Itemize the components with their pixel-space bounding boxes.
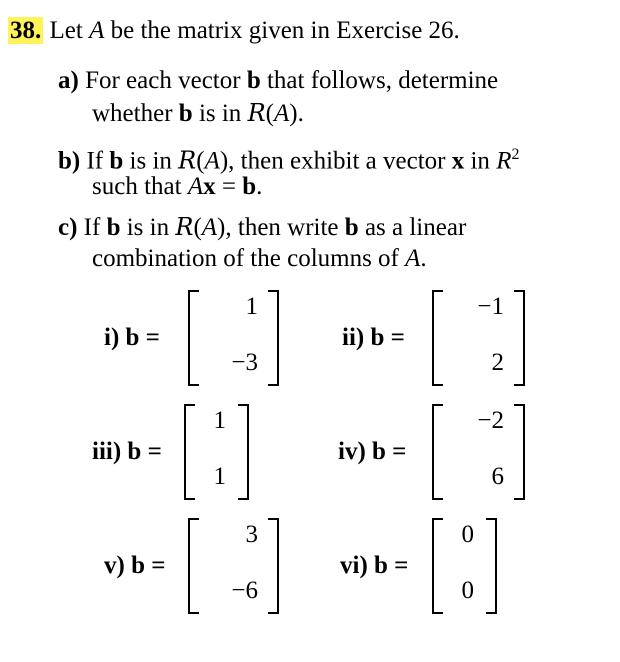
exercise-intro: 38. Let A be the matrix given in Exercise 26. — [10, 17, 460, 44]
left-bracket — [432, 518, 443, 614]
part-b: b) If b is in R(A), then exhibit a vector x in $R^2$ — [58, 146, 520, 175]
vector-i-label: i) b = — [104, 324, 160, 351]
vector-vi-label: vi) b = — [340, 552, 409, 579]
left-bracket — [188, 290, 199, 386]
right-bracket — [238, 404, 249, 500]
vector-ii-label: ii) b = — [342, 324, 405, 351]
part-b-line2: such that Ax = b. — [92, 173, 263, 200]
left-bracket — [432, 290, 443, 386]
vector-ii-top: −1 — [477, 293, 504, 320]
part-c-label: c) — [58, 214, 78, 241]
part-a-line2: whether b is in R(A). — [92, 99, 304, 127]
vector-vi — [340, 518, 510, 614]
vector-v — [104, 518, 284, 614]
vector-iii-top: 1 — [213, 407, 226, 434]
right-bracket — [514, 290, 525, 386]
vector-ii-bottom: 2 — [491, 349, 504, 376]
vector-v-label: v) b = — [104, 552, 166, 579]
vector-iv-label: iv) b = — [338, 438, 407, 465]
vector-iv — [338, 404, 538, 500]
vector-vi-top: 0 — [461, 521, 474, 548]
vector-iv-top: −2 — [477, 407, 504, 434]
part-a: a) For each vector b that follows, determine — [58, 67, 499, 94]
right-bracket — [268, 290, 279, 386]
left-bracket — [188, 518, 199, 614]
vector-i-bottom: −3 — [231, 349, 258, 376]
vector-ii — [342, 290, 538, 386]
right-bracket — [268, 518, 279, 614]
vector-iv-bottom: 6 — [491, 463, 504, 490]
right-bracket — [514, 404, 525, 500]
vector-v-top: 3 — [245, 521, 258, 548]
part-a-label: a) — [58, 67, 79, 94]
part-c: c) If b is in R(A), then write b as a linear — [58, 213, 467, 241]
vector-i-top: 1 — [245, 293, 258, 320]
vector-i — [104, 290, 284, 386]
vector-iii-bottom: 1 — [213, 463, 226, 490]
exercise-number: 38. — [10, 17, 42, 44]
vector-vi-bottom: 0 — [461, 577, 474, 604]
left-bracket — [184, 404, 195, 500]
right-bracket — [486, 518, 497, 614]
left-bracket — [432, 404, 443, 500]
vector-v-bottom: −6 — [231, 577, 258, 604]
part-c-line2: combination of the columns of A. — [92, 245, 427, 272]
part-b-label: b) — [58, 147, 81, 175]
vector-iii-label: iii) b = — [92, 438, 162, 465]
vector-iii — [92, 404, 272, 500]
